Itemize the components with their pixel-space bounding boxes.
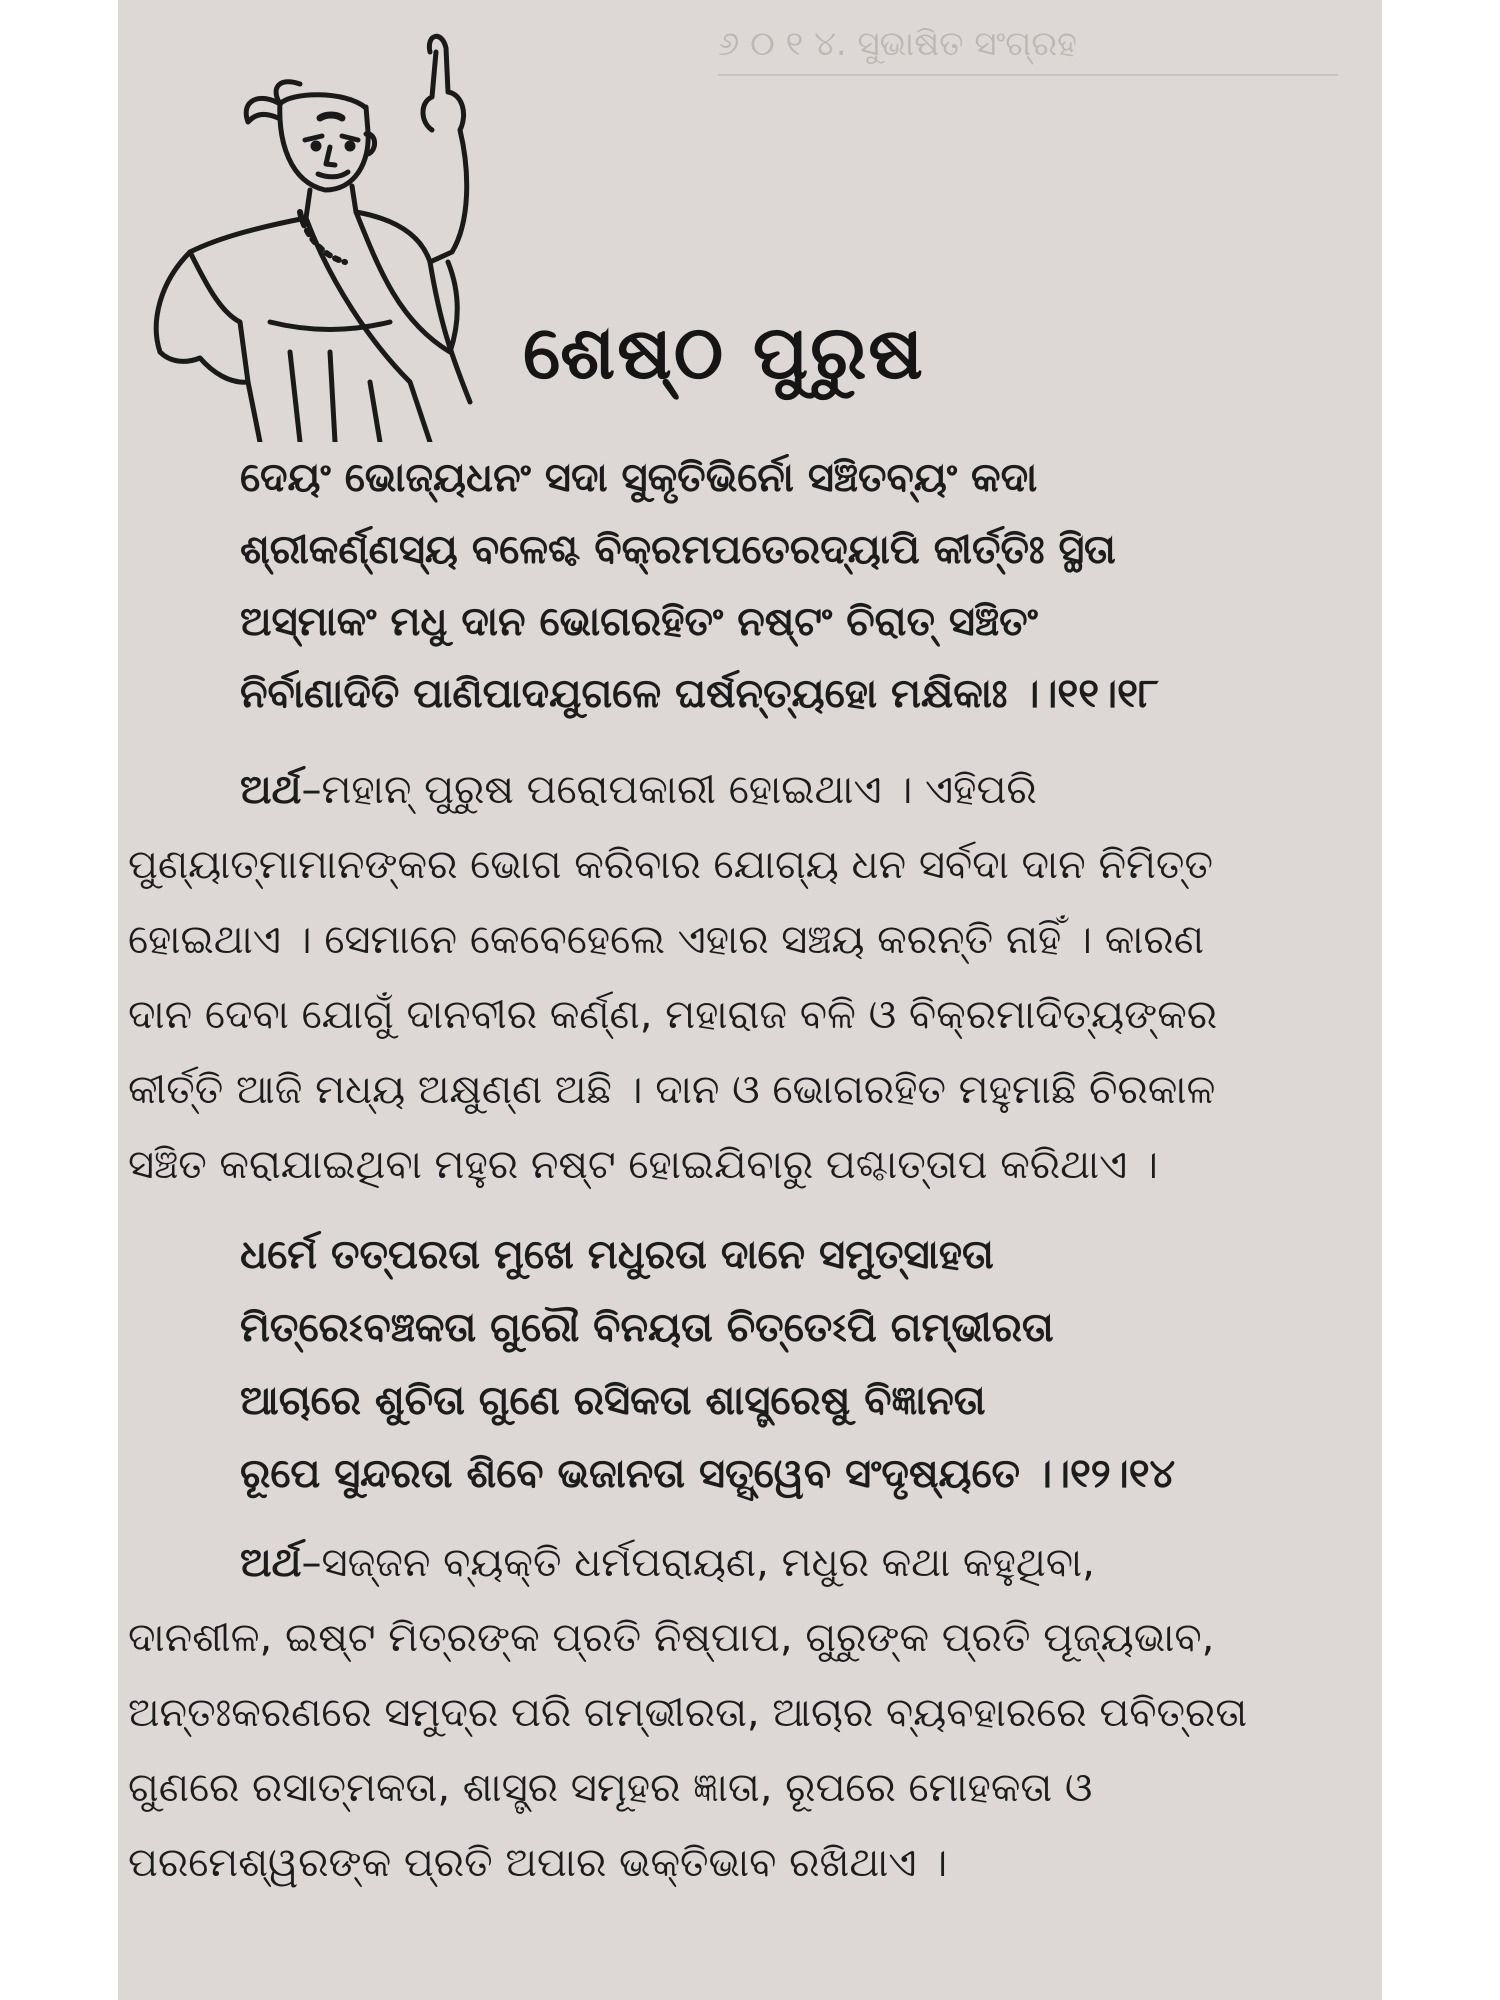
verse1-line-1: ଦେୟଂ ଭୋଜ୍ୟଧନଂ ସଦା ସୁକୃତିଭିର୍ନୋ ସଞ୍ଚିତବ୍ୟଂ କଦା [240,455,1038,501]
verse1-line-3: ଅସ୍ମାକଂ ମଧୁ ଦାନ ଭୋଗରହିତଂ ନଷ୍ଟଂ ଚିରାତ୍ ସଞ୍ଚିତଂ [240,599,1038,645]
verse2-line-4: ରୂପେ ସୁନ୍ଦରତା ଶିବେ ଭଜାନତା ସତ୍ସ୍ୱେବ ସଂଦୃଷ୍ୟତେ ।।୧୨।୧୪ [240,1451,1176,1497]
meaning1-line-5: କୀର୍ତ୍ତି ଆଜି ମଧ୍ୟ ଅକ୍ଷୁଣ୍ଣ ଅଛି । ଦାନ ଓ ଭୋଗରହିତ ମହୁମାଛି ଚିରକାଳ [128,1067,1216,1113]
meaning2-line-5: ପରମେଶ୍ୱରଙ୍କ ପ୍ରତି ଅପାର ଭକ୍ତିଭାବ ରଖିଥାଏ । [128,1840,948,1886]
meaning2-line-1 [240,1540,1095,1586]
meaning1-line-3: ହୋଇଥାଏ । ସେମାନେ କେବେହେଲେ ଏହାର ସଞ୍ଚୟ କରନ୍ତି ନାହିଁ । କାରଣ [128,917,1204,963]
meaning2-line-4: ଗୁଣରେ ରସାତ୍ମକତା, ଶାସ୍ତ୍ର ସମୂହର ଜ୍ଞାତା, ରୂପରେ ମୋହକତା ଓ [128,1765,1093,1811]
page-title: ଶେଷ୍ଠ ପୁରୁଷ [523,310,925,396]
pandit-illustration [130,22,520,442]
meaning1-line-2: ପୁଣ୍ୟାତ୍ମାମାନଙ୍କର ଭୋଗ କରିବାର ଯୋଗ୍ୟ ଧନ ସର୍ବଦା ଦାନ ନିମିତ୍ତ [128,842,1213,888]
meaning2-line-2: ଦାନଶୀଳ, ଇଷ୍ଟ ମିତ୍ରଙ୍କ ପ୍ରତି ନିଷ୍ପାପ, ଗୁରୁଙ୍କ ପ୍ରତି ପୂଜ୍ୟଭାବ, [128,1615,1215,1661]
meaning1-label: ଅର୍ଥ [240,767,302,813]
verse2-line-2: ମିତ୍ରେଽବଞ୍ଚକତା ଗୁରୌ ବିନୟତା ଚିତ୍ତେଽପି ଗମ୍ଭୀରତା [240,1305,1054,1351]
verse2-line-3: ଆଚାରେ ଶୁଚିତା ଗୁଣେ ରସିକତା ଶାସ୍ତ୍ରେଷୁ ବିଜ୍ଞାନତା [240,1378,986,1424]
meaning1-line-4: ଦାନ ଦେବା ଯୋଗୁଁ ଦାନବୀର କର୍ଣ୍ଣ, ମହାରାଜ ବଳି ଓ ବିକ୍ରମାଦିତ୍ୟଙ୍କର [128,992,1218,1038]
meaning1-line-1 [240,767,1037,813]
meaning2-label: ଅର୍ଥ [240,1540,302,1586]
meaning1-line-6: ସଞ୍ଚିତ କରାଯାଇଥିବା ମହୁର ନଷ୍ଟ ହୋଇଯିବାରୁ ପଶ୍ଚାତ୍ତାପ କରିଥାଏ । [128,1142,1158,1188]
meaning2-line-1-text: –ସଜ୍ଜନ ବ୍ୟକ୍ତି ଧର୍ମପରାୟଣ, ମଧୁର କଥା କହୁଥିବା, [301,1540,1095,1586]
meaning2-line-3: ଅନ୍ତଃକରଣରେ ସମୁଦ୍ର ପରି ଗମ୍ଭୀରତା, ଆଚାର ବ୍ୟବହାରରେ ପବିତ୍ରତା [128,1690,1248,1736]
book-page [118,0,1382,2000]
verse1-line-2: ଶ୍ରୀକର୍ଣ୍ଣସ୍ୟ ବଳେଶ୍ଚ ବିକ୍ରମପତେରଦ୍ୟାପି କୀର୍ତ୍ତିଃ ସ୍ଥିତା [240,527,1116,573]
verse1-line-4: ନିର୍ବାଣାଦିତି ପାଣିପାଦଯୁଗଳେ ଘର୍ଷନ୍ତ୍ୟହୋ ମକ୍ଷିକାଃ ।।୧୧।୧୮ [240,671,1159,717]
meaning1-line-1-text: –ମହାନ୍ ପୁରୁଷ ପରୋପକାରୀ ହୋଇଥାଏ । ଏହିପରି [301,767,1037,813]
running-head: ୬ ୦ ୧ ୪. ସୁଭାଷିତ ସଂଗ୍ରହ [718,14,1338,76]
verse2-line-1: ଧର୍ମେ ତତ୍ପରତା ମୁଖେ ମଧୁରତା ଦାନେ ସମୁତ୍ସାହତା [240,1232,994,1278]
